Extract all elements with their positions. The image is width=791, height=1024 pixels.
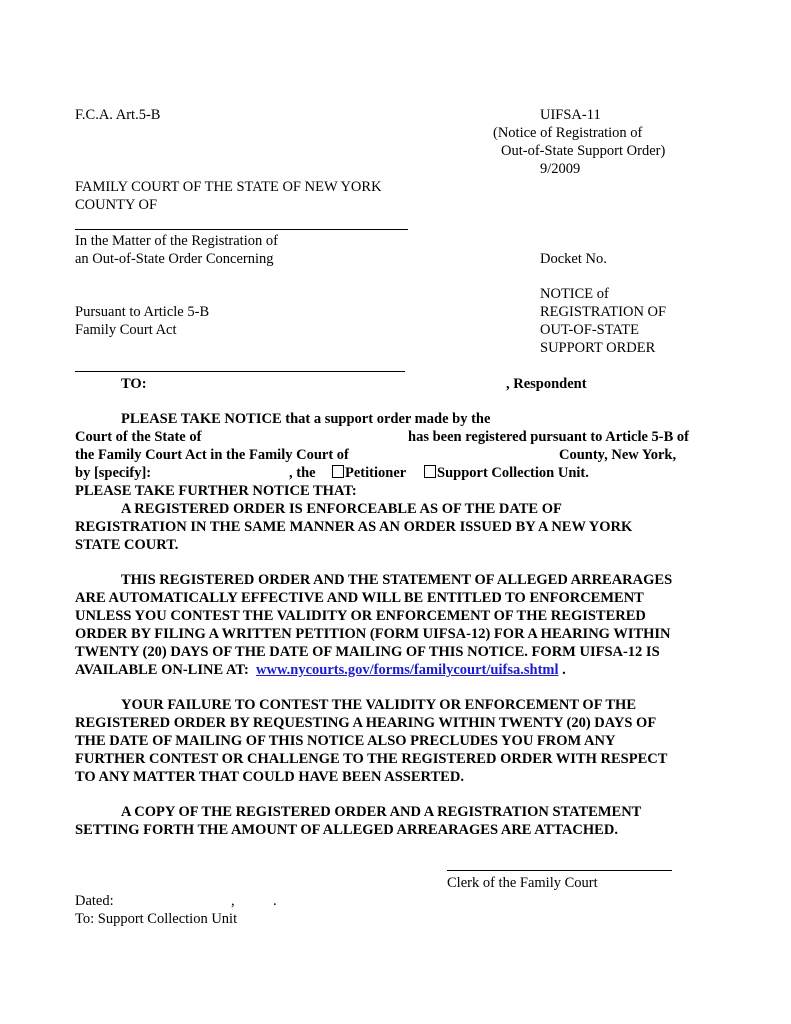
failure-line-5: TO ANY MATTER THAT COULD HAVE BEEN ASSERTED.	[75, 769, 464, 785]
effective-line-5: TWENTY (20) DAYS OF THE DATE OF MAILING OF THIS NOTICE. FORM UIFSA-12 IS	[75, 644, 660, 660]
to-label: TO:	[121, 376, 147, 392]
effective-line-1: THIS REGISTERED ORDER AND THE STATEMENT OF ALLEGED ARREARAGES	[121, 572, 673, 588]
available-online-label: AVAILABLE ON-LINE AT:	[75, 662, 249, 678]
clerk-label: Clerk of the Family Court	[447, 875, 598, 891]
failure-line-3: THE DATE OF MAILING OF THIS NOTICE ALSO PRECLUDES YOU FROM ANY	[75, 733, 616, 749]
county-label: COUNTY OF	[75, 197, 158, 213]
petitioner-checkbox[interactable]	[332, 465, 344, 478]
caption-top-rule	[75, 229, 408, 230]
matter-line-1: In the Matter of the Registration of	[75, 233, 278, 249]
notice-title-line-2: REGISTRATION OF	[540, 304, 667, 320]
copy-line-2: SETTING FORTH THE AMOUNT OF ALLEGED ARREARAGES ARE ATTACHED.	[75, 822, 618, 838]
matter-line-2: an Out-of-State Order Concerning	[75, 251, 274, 267]
notice-title-line-1: NOTICE of	[540, 286, 609, 302]
support-collection-unit-label: Support Collection Unit.	[437, 465, 589, 481]
enforceable-line-2: REGISTRATION IN THE SAME MANNER AS AN ORDER ISSUED BY A NEW YORK	[75, 519, 633, 535]
failure-line-4: FURTHER CONTEST OR CHALLENGE TO THE REGISTERED ORDER WITH RESPECT	[75, 751, 668, 767]
available-online-line	[75, 661, 566, 679]
notice-paragraph-family-court-label: the Family Court Act in the Family Court of	[75, 447, 349, 463]
notice-paragraph-registered-text: has been registered pursuant to Article 5-B of	[408, 429, 689, 445]
failure-line-1: YOUR FAILURE TO CONTEST THE VALIDITY OR ENFORCEMENT OF THE	[121, 697, 637, 713]
clerk-signature-line	[447, 870, 672, 871]
support-collection-unit-option[interactable]	[424, 464, 589, 482]
dated-label: Dated:	[75, 893, 114, 909]
petitioner-label: Petitioner	[345, 465, 407, 481]
form-date: 9/2009	[540, 161, 581, 177]
enforceable-line-1: A REGISTERED ORDER IS ENFORCEABLE AS OF THE DATE OF	[121, 501, 562, 517]
notice-paragraph-the-label: , the	[289, 465, 316, 481]
dated-period: .	[273, 893, 277, 909]
further-notice-heading: PLEASE TAKE FURTHER NOTICE THAT:	[75, 483, 357, 499]
failure-line-2: REGISTERED ORDER BY REQUESTING A HEARING WITHIN TWENTY (20) DAYS OF	[75, 715, 657, 731]
support-collection-unit-recipient: To: Support Collection Unit	[75, 911, 238, 927]
form-description-line-1: (Notice of Registration of	[493, 125, 643, 141]
petitioner-option[interactable]	[332, 464, 406, 482]
enforceable-line-3: STATE COURT.	[75, 537, 179, 553]
statute-reference: F.C.A. Art.5-B	[75, 107, 161, 123]
docket-label: Docket No.	[540, 251, 607, 267]
notice-paragraph-state-label: Court of the State of	[75, 429, 202, 445]
effective-line-2: ARE AUTOMATICALLY EFFECTIVE AND WILL BE ENTITLED TO ENFORCEMENT	[75, 590, 644, 606]
form-id: UIFSA-11	[540, 107, 601, 123]
caption-bottom-rule	[75, 371, 405, 372]
form-description-line-2: Out-of-State Support Order)	[501, 143, 666, 159]
notice-title-line-3: OUT-OF-STATE	[540, 322, 640, 338]
notice-title-line-4: SUPPORT ORDER	[540, 340, 656, 356]
support-collection-unit-checkbox[interactable]	[424, 465, 436, 478]
dated-comma: ,	[231, 893, 235, 909]
pursuant-line-2: Family Court Act	[75, 322, 177, 338]
court-name: FAMILY COURT OF THE STATE OF NEW YORK	[75, 179, 382, 195]
uifsa-forms-link[interactable]: www.nycourts.gov/forms/familycourt/uifsa.shtml	[256, 662, 559, 678]
notice-paragraph-specify-label: by [specify]:	[75, 465, 152, 481]
notice-paragraph-county-label: County, New York,	[559, 447, 677, 463]
effective-line-3: UNLESS YOU CONTEST THE VALIDITY OR ENFORCEMENT OF THE REGISTERED	[75, 608, 646, 624]
respondent-label: , Respondent	[506, 376, 587, 392]
copy-line-1: A COPY OF THE REGISTERED ORDER AND A REGISTRATION STATEMENT	[121, 804, 642, 820]
pursuant-line-1: Pursuant to Article 5-B	[75, 304, 210, 320]
effective-line-4: ORDER BY FILING A WRITTEN PETITION (FORM UIFSA-12) FOR A HEARING WITHIN	[75, 626, 671, 642]
available-online-period: .	[562, 662, 566, 678]
notice-paragraph-line-1: PLEASE TAKE NOTICE that a support order made by the	[121, 411, 491, 427]
